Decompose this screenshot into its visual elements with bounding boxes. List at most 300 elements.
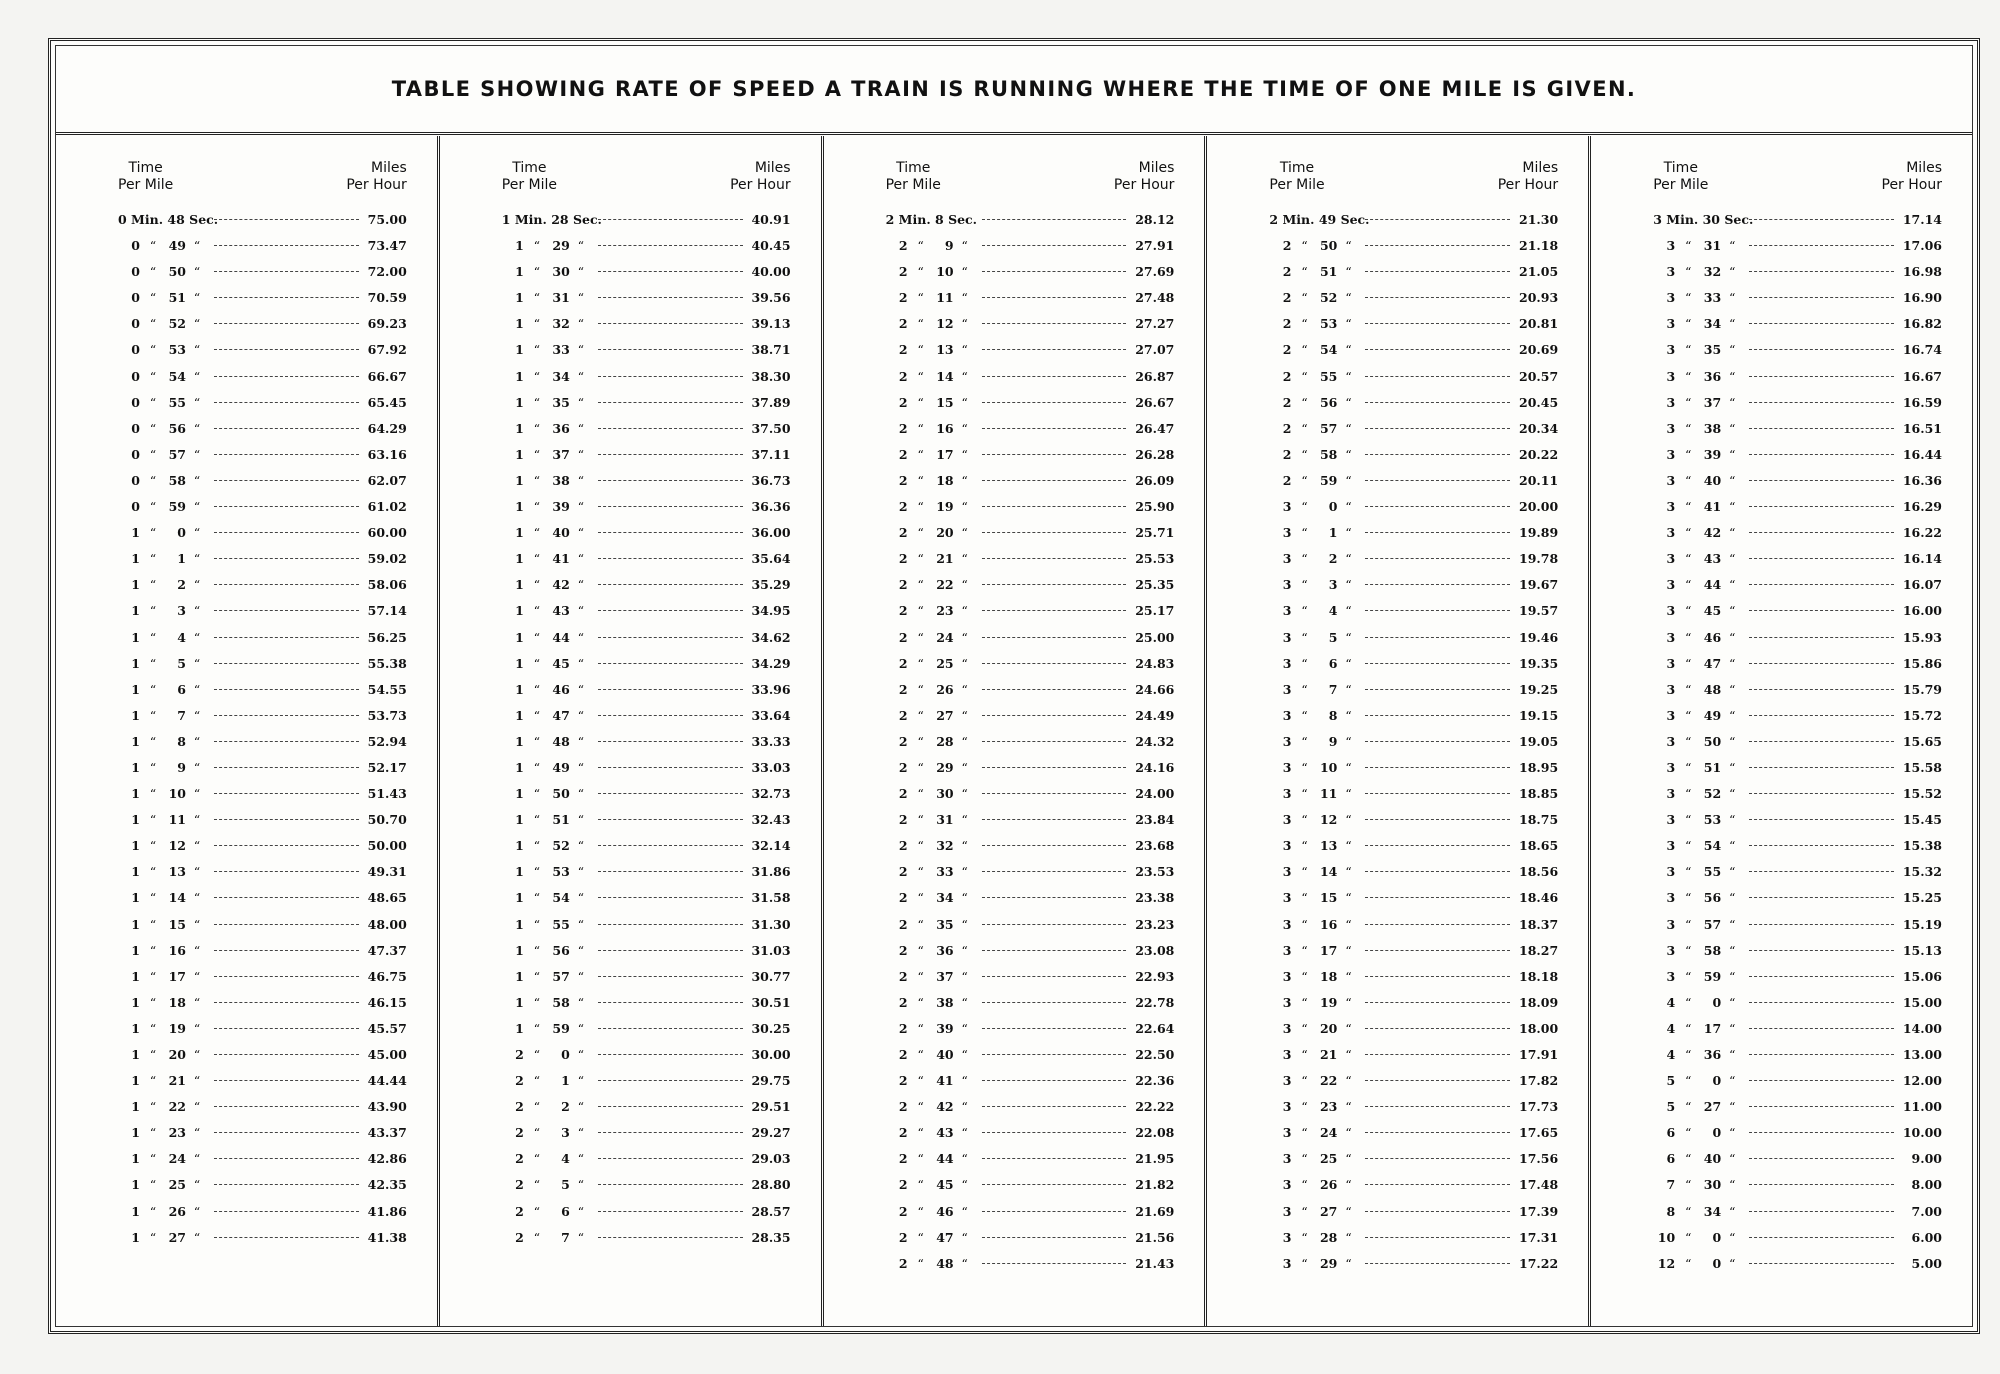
table-row [1269, 1230, 1558, 1256]
seconds-cell: 7 [561, 1229, 570, 1245]
seconds-cell: 26 [168, 1203, 186, 1219]
seconds-cell: 35 [1703, 342, 1722, 358]
ditto-mark: “ [577, 499, 584, 515]
ditto-mark: “ [577, 629, 584, 645]
ditto-mark: “ [193, 394, 201, 410]
seconds-cell: 29 [552, 238, 570, 254]
speed-cell: 31.30 [751, 916, 791, 932]
speed-header-line2: Per Hour [1113, 177, 1175, 193]
ditto-mark: “ [1301, 420, 1308, 436]
ditto-mark: “ [193, 603, 201, 619]
leader-dots [598, 767, 743, 768]
leader-dots [214, 506, 359, 507]
leader-dots [1365, 1184, 1510, 1185]
speed-cell: 70.59 [367, 290, 407, 306]
minutes-cell: 1 [515, 446, 524, 462]
speed-cell: 15.06 [1902, 968, 1942, 984]
table-row [502, 1177, 791, 1203]
ditto-mark: “ [577, 551, 584, 567]
ditto-mark: “ [193, 290, 201, 306]
minutes-cell: 1 [515, 968, 524, 984]
seconds-cell: 0 [1712, 1255, 1722, 1271]
ditto-mark: “ [961, 1203, 968, 1219]
ditto-mark: “ [1728, 551, 1736, 567]
ditto-mark: “ [1684, 707, 1692, 723]
leader-dots [982, 897, 1127, 898]
table-row [1653, 212, 1942, 238]
ditto-mark: “ [1684, 890, 1692, 906]
table-row [1653, 1125, 1942, 1151]
ditto-mark: “ [149, 1151, 157, 1167]
ditto-mark: “ [533, 838, 540, 854]
ditto-mark: “ [533, 1099, 540, 1115]
speed-cell: 34.62 [751, 629, 791, 645]
table-row [1269, 212, 1558, 238]
ditto-mark: “ [961, 916, 968, 932]
speed-cell: 35.64 [751, 551, 791, 567]
ditto-mark: “ [149, 1229, 157, 1245]
table-row [502, 421, 791, 447]
seconds-cell: 58 [1319, 446, 1338, 462]
speed-cell: 49.31 [367, 864, 407, 880]
minutes-cell: 3 [1282, 525, 1292, 541]
leader-dots [982, 1237, 1127, 1238]
seconds-cell: 14 [936, 368, 954, 384]
ditto-mark: “ [533, 812, 540, 828]
seconds-cell: 47 [936, 1229, 954, 1245]
minutes-cell: 1 [131, 838, 140, 854]
ditto-mark: “ [533, 1203, 540, 1219]
speed-cell: 25.90 [1135, 499, 1175, 515]
seconds-cell: 19 [1319, 994, 1338, 1010]
leader-dots [598, 219, 743, 220]
leader-dots [598, 506, 743, 507]
minutes-cell: 1 [515, 394, 524, 410]
speed-cell: 32.43 [751, 812, 791, 828]
table-row [118, 342, 407, 368]
ditto-mark: “ [1728, 1151, 1736, 1167]
seconds-cell: 42 [552, 577, 570, 593]
ditto-mark: “ [577, 290, 584, 306]
ditto-mark: “ [577, 1073, 584, 1089]
seconds-cell: 24 [1319, 1125, 1338, 1141]
ditto-mark: “ [533, 916, 540, 932]
seconds-cell: 25 [1319, 1151, 1338, 1167]
ditto-mark: “ [1345, 629, 1352, 645]
leader-dots [598, 637, 743, 638]
seconds-cell: 2 [177, 577, 186, 593]
leader-dots [214, 871, 359, 872]
minutes-cell: 3 [1666, 342, 1676, 358]
speed-cell: 17.56 [1519, 1151, 1559, 1167]
speed-cell: 40.00 [751, 264, 791, 280]
seconds-cell: 13 [936, 342, 954, 358]
minutes-cell: 8 [1666, 1203, 1676, 1219]
ditto-mark: “ [917, 551, 924, 567]
ditto-mark: “ [193, 916, 201, 932]
ditto-mark: “ [577, 994, 584, 1010]
speed-cell: 19.89 [1519, 525, 1559, 541]
ditto-mark: “ [961, 394, 968, 410]
minutes-cell: 3 [1282, 1099, 1292, 1115]
speed-cell: 22.93 [1135, 968, 1175, 984]
leader-dots [1749, 741, 1894, 742]
seconds-cell: 16 [936, 420, 954, 436]
ditto-mark: “ [577, 1203, 584, 1219]
leader-dots [214, 637, 359, 638]
ditto-mark: “ [917, 916, 924, 932]
seconds-cell: 21 [168, 1073, 186, 1089]
ditto-mark: “ [917, 968, 924, 984]
leader-dots [982, 245, 1127, 246]
leader-dots [1749, 245, 1894, 246]
seconds-cell: 22 [936, 577, 954, 593]
table-row [1269, 369, 1558, 395]
ditto-mark: “ [961, 1047, 968, 1062]
minutes-cell: 1 [515, 472, 524, 488]
seconds-cell: 54 [552, 890, 570, 906]
ditto-mark: “ [533, 368, 540, 384]
speed-cell: 28.12 [1135, 212, 1175, 227]
ditto-mark: “ [1301, 786, 1308, 802]
table-row [1269, 708, 1558, 734]
ditto-mark: “ [1728, 238, 1736, 254]
leader-dots [598, 584, 743, 585]
table-row [502, 525, 791, 551]
minutes-cell: 3 [1666, 264, 1676, 280]
seconds-cell: 17 [168, 968, 186, 984]
ditto-mark: “ [1301, 629, 1308, 645]
ditto-mark: “ [1728, 1047, 1736, 1062]
ditto-mark: “ [533, 1151, 540, 1167]
ditto-mark: “ [193, 1203, 201, 1219]
minutes-cell: 2 [1282, 368, 1292, 384]
leader-dots [1365, 271, 1510, 272]
table-row [502, 1204, 791, 1230]
time-header-line2: Per Mile [885, 177, 941, 193]
speed-cell: 21.69 [1135, 1203, 1175, 1219]
leader-dots [982, 1211, 1127, 1212]
minutes-cell: 3 [1666, 499, 1676, 515]
leader-dots [982, 819, 1127, 820]
minutes-cell: 0 [131, 290, 140, 306]
table-row [1269, 1256, 1558, 1282]
minutes-cell: 1 [515, 525, 524, 541]
leader-dots [214, 376, 359, 377]
ditto-mark: “ [917, 942, 924, 958]
minutes-cell: 1 [515, 499, 524, 515]
seconds-cell: 21 [936, 551, 954, 567]
table-row [502, 1047, 791, 1073]
table-row [886, 1099, 1175, 1125]
ditto-mark: “ [149, 968, 157, 984]
seconds-cell: 10 [936, 264, 954, 280]
leader-dots [982, 402, 1127, 403]
minutes-cell: 3 [1282, 681, 1292, 697]
minutes-cell: 2 [898, 629, 908, 645]
speed-cell: 26.28 [1135, 446, 1175, 462]
leader-dots [598, 871, 743, 872]
ditto-mark: “ [917, 1203, 924, 1219]
ditto-mark: “ [533, 1020, 540, 1036]
leader-dots [598, 1106, 743, 1107]
speed-cell: 29.27 [751, 1125, 791, 1141]
seconds-cell: 44 [936, 1151, 954, 1167]
minutes-cell: 3 [1666, 733, 1676, 749]
ditto-mark: “ [149, 342, 157, 358]
speed-cell: 45.00 [367, 1047, 407, 1062]
leader-dots [982, 584, 1127, 585]
seconds-cell: 9 [944, 238, 954, 254]
ditto-mark: “ [533, 1125, 540, 1141]
minutes-cell: 2 [1282, 342, 1292, 358]
minutes-cell: 3 [1282, 1020, 1292, 1036]
ditto-mark: “ [1728, 1203, 1736, 1219]
speed-cell: 15.19 [1902, 916, 1942, 932]
table-row [886, 682, 1175, 708]
minutes-cell: 0 [131, 472, 140, 488]
minutes-cell: 1 [131, 786, 140, 802]
seconds-cell: 58 [1703, 942, 1722, 958]
ditto-mark: “ [577, 864, 584, 880]
leader-dots [214, 741, 359, 742]
table-row [886, 995, 1175, 1021]
time-per-mile-header [886, 160, 941, 206]
seconds-cell: 55 [552, 916, 570, 932]
table-row [502, 238, 791, 264]
ditto-mark: “ [961, 525, 968, 541]
ditto-mark: “ [961, 603, 968, 619]
ditto-mark: “ [577, 733, 584, 749]
speed-cell: 27.27 [1135, 316, 1175, 332]
seconds-cell: 27 [936, 707, 954, 723]
ditto-mark: “ [577, 681, 584, 697]
speed-cell: 31.58 [751, 890, 791, 906]
ditto-mark: “ [1684, 420, 1692, 436]
ditto-mark: “ [1728, 733, 1736, 749]
minutes-cell: 1 [515, 655, 524, 671]
speed-cell: 16.90 [1902, 290, 1942, 306]
leader-dots [1749, 402, 1894, 403]
table-row [1653, 551, 1942, 577]
ditto-mark: “ [149, 707, 157, 723]
speed-cell: 23.84 [1135, 812, 1175, 828]
table-row [1269, 630, 1558, 656]
time-header-line2: Per Mile [501, 177, 558, 193]
seconds-cell: 17 [1319, 942, 1338, 958]
minutes-cell: 2 [898, 394, 908, 410]
table-row [118, 1073, 407, 1099]
ditto-mark: “ [1345, 864, 1352, 880]
seconds-cell: 27 [1319, 1203, 1338, 1219]
seconds-cell: 54 [168, 368, 186, 384]
leader-dots [1749, 1211, 1894, 1212]
table-row [118, 369, 407, 395]
minutes-cell: 1 [131, 1020, 140, 1036]
speed-cell: 18.18 [1519, 968, 1559, 984]
leader-dots [982, 871, 1127, 872]
leader-dots [598, 454, 743, 455]
minutes-cell: 2 [898, 316, 908, 332]
leader-dots [1365, 767, 1510, 768]
seconds-cell: 59 [1703, 968, 1722, 984]
table-row [1269, 1047, 1558, 1073]
speed-cell: 33.33 [751, 733, 791, 749]
table-row [886, 630, 1175, 656]
ditto-mark: “ [533, 629, 540, 645]
ditto-mark: “ [1345, 1099, 1352, 1115]
seconds-cell: 51 [1319, 264, 1338, 280]
minutes-cell: 3 [1282, 864, 1292, 880]
speed-cell: 37.11 [751, 446, 791, 462]
minutes-cell: 3 [1666, 472, 1676, 488]
ditto-mark: “ [533, 446, 540, 462]
seconds-cell: 1 [177, 551, 186, 567]
minutes-cell: 3 [1666, 394, 1676, 410]
ditto-mark: “ [1345, 1177, 1352, 1193]
ditto-mark: “ [533, 968, 540, 984]
ditto-mark: “ [1345, 472, 1352, 488]
table-row [502, 812, 791, 838]
minutes-cell: 2 [898, 499, 908, 515]
ditto-mark: “ [917, 1229, 924, 1245]
speed-cell: 40.91 [751, 212, 791, 227]
ditto-mark: “ [193, 1047, 201, 1062]
ditto-mark: “ [533, 759, 540, 775]
ditto-mark: “ [1684, 942, 1692, 958]
minutes-cell: 1 [131, 994, 140, 1010]
seconds-cell: 55 [168, 394, 186, 410]
speed-cell: 52.17 [367, 759, 407, 775]
minutes-cell: 2 [898, 812, 908, 828]
table-row [502, 995, 791, 1021]
seconds-cell: 18 [936, 472, 954, 488]
ditto-mark: “ [917, 994, 924, 1010]
leader-dots [1365, 793, 1510, 794]
leader-dots [1365, 950, 1510, 951]
leader-dots [214, 323, 359, 324]
table-row [118, 1125, 407, 1151]
leader-dots [598, 1211, 743, 1212]
seconds-cell: 11 [1319, 786, 1338, 802]
leader-dots [1365, 845, 1510, 846]
minutes-cell: 1 [131, 707, 140, 723]
table-row [502, 786, 791, 812]
column-header [886, 160, 1175, 206]
ditto-mark: “ [533, 1047, 540, 1062]
table-row [118, 1177, 407, 1203]
ditto-mark: “ [1301, 916, 1308, 932]
table-row [118, 760, 407, 786]
table-row [1269, 447, 1558, 473]
table-row [118, 577, 407, 603]
minutes-cell: 2 [898, 603, 908, 619]
ditto-mark: “ [577, 1125, 584, 1141]
leader-dots [982, 741, 1127, 742]
leader-dots [1365, 402, 1510, 403]
ditto-mark: “ [961, 1073, 968, 1089]
ditto-mark: “ [193, 368, 201, 384]
ditto-mark: “ [149, 1099, 157, 1115]
ditto-mark: “ [1728, 812, 1736, 828]
seconds-cell: 12 [168, 838, 186, 854]
speed-cell: 16.00 [1902, 603, 1942, 619]
ditto-mark: “ [149, 629, 157, 645]
speed-cell: 16.44 [1902, 446, 1942, 462]
ditto-mark: “ [1345, 446, 1352, 462]
ditto-mark: “ [533, 472, 540, 488]
speed-cell: 58.06 [367, 577, 407, 593]
leader-dots [1749, 663, 1894, 664]
seconds-cell: 11 [936, 290, 954, 306]
leader-dots [1749, 819, 1894, 820]
ditto-mark: “ [1345, 942, 1352, 958]
ditto-mark: “ [1345, 238, 1352, 254]
seconds-cell: 47 [552, 707, 570, 723]
speed-cell: 36.00 [751, 525, 791, 541]
ditto-mark: “ [1684, 812, 1692, 828]
speed-cell: 46.15 [367, 994, 407, 1010]
minutes-cell: 3 [1666, 890, 1676, 906]
speed-cell: 72.00 [367, 264, 407, 280]
ditto-mark: “ [961, 968, 968, 984]
leader-dots [598, 610, 743, 611]
minutes-cell: 2 [898, 786, 908, 802]
speed-cell: 59.02 [367, 551, 407, 567]
speed-cell: 20.69 [1519, 342, 1559, 358]
seconds-cell: 55 [1703, 864, 1722, 880]
speed-cell: 20.34 [1519, 420, 1559, 436]
table-row [886, 603, 1175, 629]
table-row [502, 1151, 791, 1177]
leader-dots [982, 506, 1127, 507]
speed-cell: 50.70 [367, 812, 407, 828]
seconds-cell: 3 [1328, 577, 1338, 593]
minutes-cell: 3 [1666, 759, 1676, 775]
leader-dots [1365, 245, 1510, 246]
minutes-cell: 1 [131, 1203, 140, 1219]
table-row [118, 603, 407, 629]
speed-cell: 13.00 [1902, 1047, 1942, 1062]
leader-dots [598, 1080, 743, 1081]
minutes-cell: 3 [1282, 994, 1292, 1010]
table-column-5 [1588, 136, 1972, 1326]
seconds-cell: 57 [1703, 916, 1722, 932]
speed-cell: 38.71 [751, 342, 791, 358]
leader-dots [598, 402, 743, 403]
ditto-mark: “ [1728, 942, 1736, 958]
table-row [502, 1230, 791, 1256]
ditto-mark: “ [961, 890, 968, 906]
leader-dots [982, 715, 1127, 716]
table-row [118, 551, 407, 577]
leader-dots [1365, 871, 1510, 872]
table-row [502, 1099, 791, 1125]
leader-dots [982, 1158, 1127, 1159]
table-row [118, 264, 407, 290]
ditto-mark: “ [1684, 551, 1692, 567]
ditto-mark: “ [961, 1229, 968, 1245]
ditto-mark: “ [1301, 316, 1308, 332]
seconds-cell: 6 [561, 1203, 570, 1219]
ditto-mark: “ [961, 1255, 968, 1271]
table-row [502, 499, 791, 525]
leader-dots [1749, 323, 1894, 324]
minutes-cell: 1 [131, 890, 140, 906]
ditto-mark: “ [149, 786, 157, 802]
ditto-mark: “ [1345, 577, 1352, 593]
leader-dots [982, 793, 1127, 794]
